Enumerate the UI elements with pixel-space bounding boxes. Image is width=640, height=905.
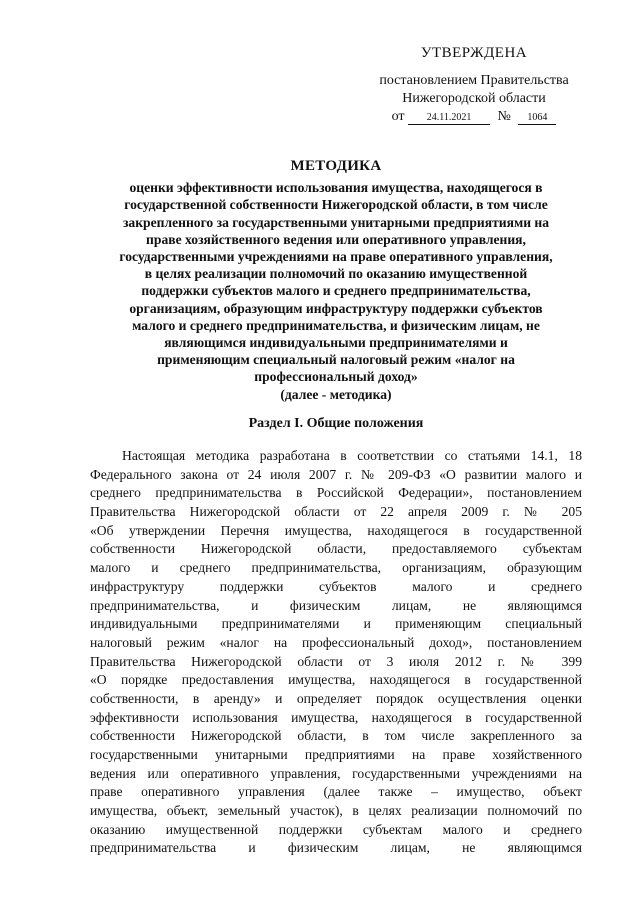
body-paragraph bbox=[90, 447, 582, 858]
title-line: (далее - методика) bbox=[280, 386, 392, 402]
title-line: профессиональный доход» bbox=[254, 369, 418, 385]
section-heading: Раздел I. Общие положения bbox=[248, 416, 424, 431]
title-line: закрепленного за государственными унитарными предприятиями на bbox=[122, 214, 550, 230]
body-line: среднего предпринимательства в Российской Федерации», постановлением bbox=[90, 485, 582, 501]
title-line: являющимся индивидуальными предпринимателями и bbox=[164, 335, 508, 351]
body-line: предпринимательства и физическим лицам, не являющимся bbox=[90, 840, 582, 856]
body-line: праве оперативного управления (далее также – имущество, объект bbox=[90, 784, 582, 800]
approval-block bbox=[360, 44, 588, 126]
body-line: «О порядке предоставления имущества, находящегося в государственной bbox=[90, 672, 582, 688]
body-line: предпринимательства, и физическим лицам, не являющимся bbox=[90, 597, 582, 613]
document-title bbox=[86, 158, 586, 403]
body-line: Федерального закона от 24 июля 2007 г. № 209-ФЗ «О развитии малого и bbox=[90, 466, 582, 482]
approval-line-1: постановлением Правительства bbox=[379, 73, 569, 88]
title-line: применяющим специальный налоговый режим «налог на bbox=[157, 352, 515, 368]
body-line: собственности, в аренду» и определяет порядок осуществления оценки bbox=[90, 690, 582, 706]
title-line: организациям, образующим инфраструктуру поддержки субъектов bbox=[129, 300, 543, 316]
body-line: малого и среднего предпринимательства, организациям, образующим bbox=[90, 560, 582, 576]
body-line: имущества, объект, земельный участок), в целях реализации полномочий по bbox=[90, 803, 582, 819]
body-line: государственными унитарными предприятиями на праве хозяйственного bbox=[90, 747, 582, 762]
body-line: ведения или оперативного управления, государственными учреждениями на bbox=[90, 765, 582, 781]
body-line: собственности Нижегородской области, предоставляемого субъектам bbox=[90, 541, 582, 557]
body-line: оказанию имущественной поддержки субъектам малого и среднего bbox=[90, 821, 582, 837]
approval-date: 24.11.2021 bbox=[408, 112, 490, 125]
body-line: собственности Нижегородской области, в том числе закрепленного за bbox=[90, 728, 582, 744]
title-line: малого и среднего предпринимательства, и физическим лицам, не bbox=[132, 317, 540, 333]
body-line: налоговый режим «налог на профессиональный доход», постановлением bbox=[90, 634, 582, 650]
body-line: Правительства Нижегородской области от 22 апреля 2009 г. № 205 bbox=[90, 504, 582, 520]
title-line: государственными учреждениями на праве оперативного управления, bbox=[119, 249, 553, 265]
title-line: в целях реализации полномочий по оказанию имущественной bbox=[144, 266, 528, 282]
title-line: поддержки субъектов малого и среднего предпринимательства, bbox=[141, 283, 531, 299]
body-line: индивидуальными предпринимателями и применяющим специальный bbox=[90, 616, 582, 632]
body-line: «Об утверждении Перечня имущества, находящегося в государственной bbox=[90, 522, 582, 538]
title-line: праве хозяйственного ведения или оперативного управления, bbox=[146, 231, 526, 247]
body-line: Правительства Нижегородской области от 3 июля 2012 г. № 399 bbox=[90, 653, 582, 669]
approval-stamp: УТВЕРЖДЕНА bbox=[420, 45, 528, 61]
body-line: эффективности использования имущества, находящегося в государственной bbox=[90, 709, 582, 725]
approval-line-2: Нижегородской области bbox=[402, 91, 546, 106]
title-line: оценки эффективности использования имущества, находящегося в bbox=[129, 180, 543, 196]
approval-number: 1064 bbox=[518, 112, 556, 125]
approval-number-sign: № bbox=[497, 109, 511, 124]
title-heading: МЕТОДИКА bbox=[290, 158, 382, 174]
body-line: Настоящая методика разработана в соответствии со статьями 14.1, 18 bbox=[122, 448, 582, 463]
approval-date-number-row bbox=[360, 108, 588, 126]
title-line: государственной собственности Нижегородской области, в том числе bbox=[124, 197, 548, 213]
body-line: инфраструктуру поддержки субъектов малого и среднего bbox=[90, 578, 582, 594]
approval-from-label: от bbox=[391, 109, 405, 124]
